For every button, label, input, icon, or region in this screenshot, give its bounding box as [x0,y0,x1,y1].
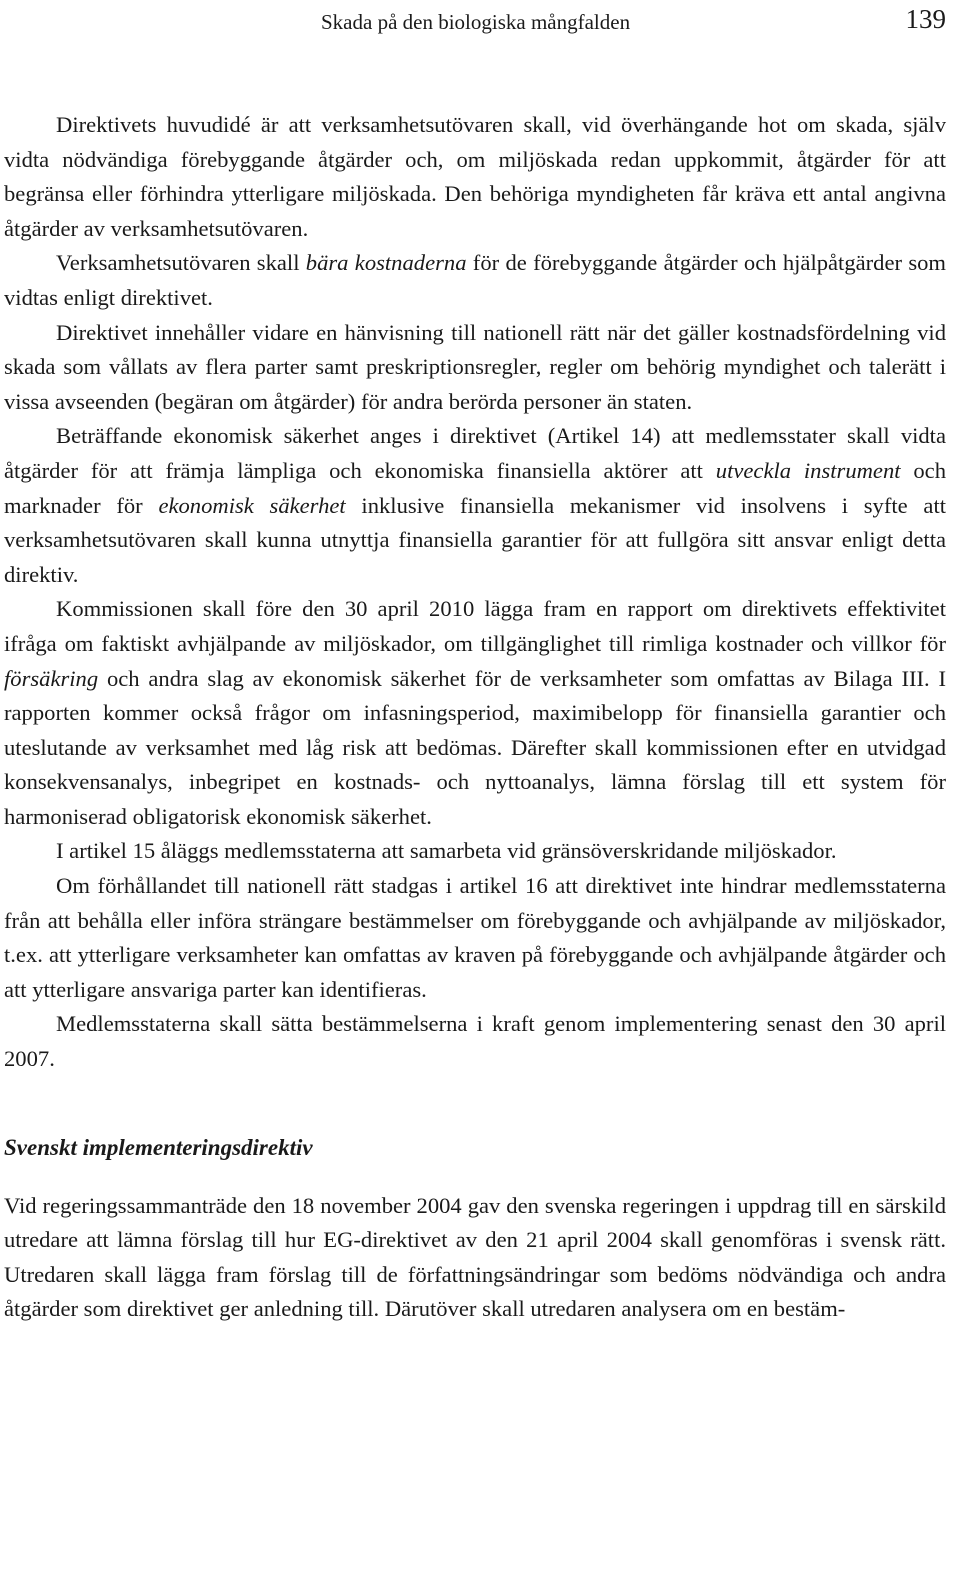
text-run: och marknader för [4,457,946,518]
paragraphs [4,108,946,1077]
text-run: Verksamhetsutövaren skall [56,250,306,276]
text-run: för de förebyggande åtgärder och hjälpåtgärder som vidtas enligt direktivet. [4,250,947,310]
paragraph [4,419,946,592]
paragraph [4,869,946,1007]
text-run: Om förhållandet till nationell rätt stadgas i artikel 16 att direktivet inte hindrar medlemsstaterna från att behålla eller införa strängare bestämmelser om förebyggande och avhjälpande av miljöskador, t.ex. att ytterligare verksamheter kan omfattas av kraven på förebyggande och avhjälpande åtgärder och att ytterligare ansvariga parter kan identifieras. [4,873,946,1002]
text-run: Direktivet innehåller vidare en hänvisning till nationell rätt när det gäller kostnadsfördelning vid skada som vållats av flera parter samt preskriptionsregler, regler om behörig myndighet och talerätt i vissa avseenden (begäran om åtgärder) för andra berörda personer än staten. [4,319,946,414]
italic-text: utveckla instrument [715,457,901,483]
text-run: I artikel 15 åläggs medlemsstaterna att samarbeta vid gränsöverskridande miljöskador. [56,838,837,864]
text-run: Direktivets huvudidé är att verksamhetsutövaren skall, vid överhängande hot om skada, själv vidta nödvändiga förebyggande åtgärder och, om miljöskada redan uppkommit, åtgärder för att begränsa eller förhindra ytterligare miljöskada. Den behöriga myndigheten får kräva ett antal angivna åtgärder av verksamhetsutövaren. [4,112,946,241]
section-heading: Svenskt implementeringsdirektiv [4,1134,313,1160]
text-run: Medlemsstaterna skall sätta bestämmelserna i kraft genom implementering senast den 30 april 2007. [4,1011,946,1072]
paragraph [4,592,946,834]
running-header [0,6,950,36]
section-paragraph: Vid regeringssammanträde den 18 november 2004 gav den svenska regeringen i uppdrag till en särskild utredare att lämna förslag till hur EG-direktivet av den 21 april 2004 skall genomföras i svensk rätt. Utredaren skall lägga fram förslag till de författningsändringar som bedöms nödvändiga och andra åtgärder som direktivet ger anledning till. Därutöver skall utredaren analysera om en bestäm- [4,1192,946,1322]
text-run: Beträffande ekonomisk säkerhet anges i direktivet (Artikel 14) att medlemsstater skall vidta åtgärder för att främja lämpliga och ekonomiska finansiella aktörer att [4,423,946,483]
italic-text: ekonomisk säkerhet [158,492,346,518]
paragraph [4,108,946,246]
text-run: Kommissionen skall före den 30 april 2010 lägga fram en rapport om direktivets effektivitet ifråga om faktiskt avhjälpande av miljöskador, om tillgänglighet till rimliga kostnader och villkor för [4,596,946,656]
paragraph [4,834,946,869]
page-number: 139 [905,4,946,34]
running-title: Skada på den biologiska mångfalden [321,10,631,34]
paragraph [4,316,946,420]
text-run: och andra slag av ekonomisk säkerhet för de verksamheter som omfattas av Bilaga III. I rapporten kommer också frågor om infasningsperiod, maximibelopp för finansiella garantier och uteslutande av verksamhet med låg risk att bedömas. Därefter skall kommissionen efter en utvidgad konsekvensanalys, inbegripet en kostnads- och nyttoanalys, lämna förslag till ett system för harmoniserad obligatorisk ekonomisk säkerhet. [4,665,946,829]
body-text [4,108,946,1327]
paragraph [4,1007,946,1076]
italic-text: bära kostnaderna [305,250,467,276]
paragraph [4,246,946,315]
italic-text: försäkring [4,665,99,691]
text-run: inklusive finansiella mekanismer vid insolvens i syfte att verksamhetsutövaren skall kunna utnyttja finansiella garantier för att fullgöra sitt ansvar enligt detta direktiv. [4,492,946,587]
